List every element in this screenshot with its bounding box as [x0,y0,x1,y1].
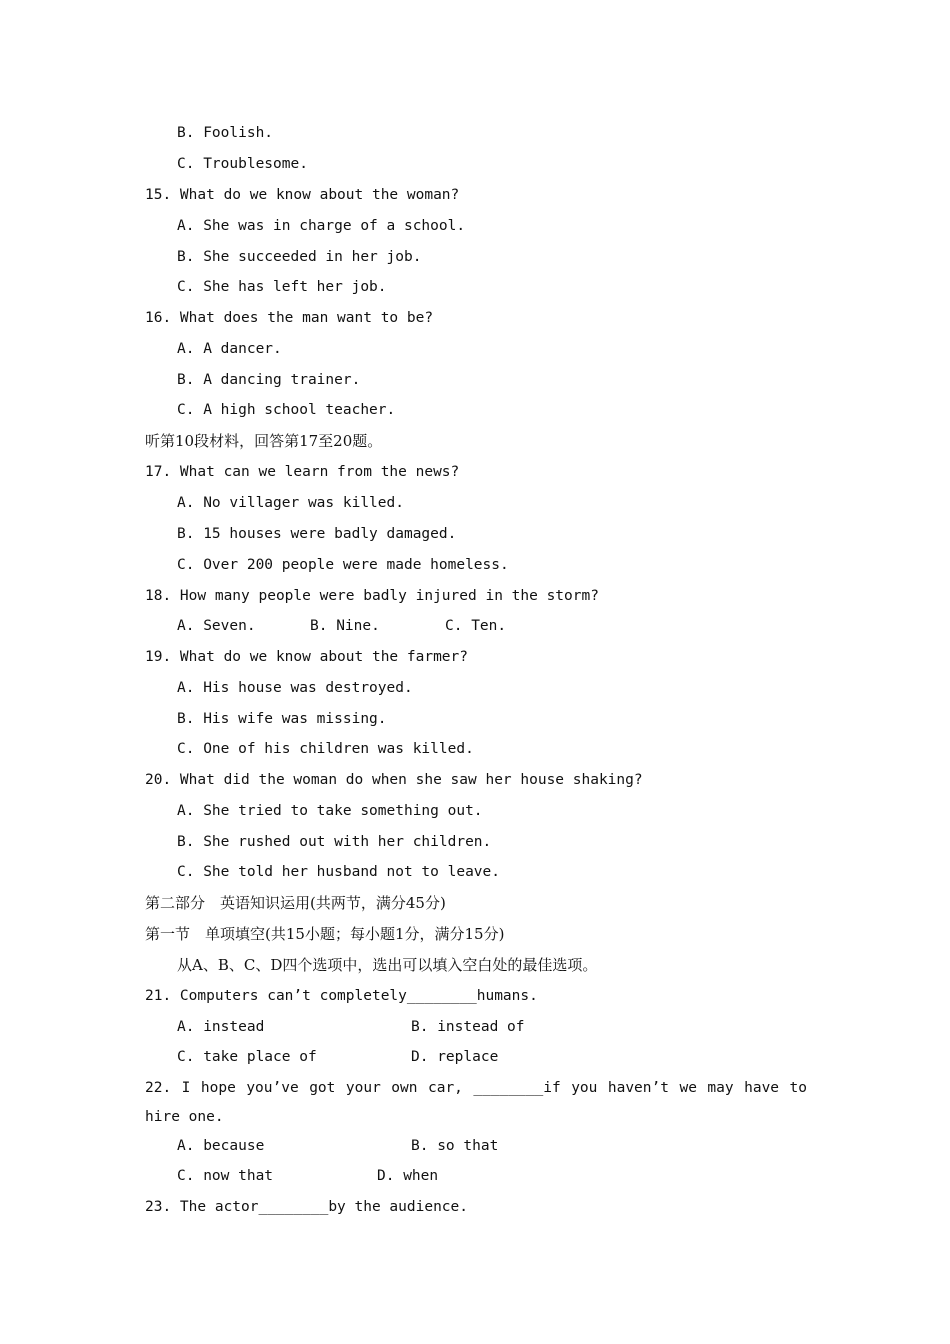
q21-option-d: D. replace [411,1049,499,1065]
question-18: 18. How many people were badly injured in the storm? [145,588,599,604]
q16-option-b: B. A dancing trainer. [177,372,361,388]
q14-option-c: C. Troublesome. [177,156,308,172]
q15-option-b: B. She succeeded in her job. [177,249,422,265]
section-one-instruction: 从A、B、C、D四个选项中，选出可以填入空白处的最佳选项。 [177,956,598,974]
question-22-continued: hire one. [145,1109,224,1125]
q18-option-b: B. Nine. [310,618,380,634]
q19-option-b: B. His wife was missing. [177,711,387,727]
q21-option-c: C. take place of [177,1049,317,1065]
q19-option-c: C. One of his children was killed. [177,741,474,757]
question-21: 21. Computers can’t completely________humans. [145,988,538,1004]
q14-option-b: B. Foolish. [177,125,274,141]
q20-option-c: C. She told her husband not to leave. [177,864,501,880]
question-22: 22. I hope you’ve got your own car, ________if you haven’t we may have to [145,1080,807,1096]
q16-option-c: C. A high school teacher. [177,402,396,418]
question-15: 15. What do we know about the woman? [145,187,460,203]
section-instruction-10: 听第10段材料，回答第17至20题。 [145,432,383,450]
q21-option-a: A. instead [177,1019,265,1035]
q22-option-c: C. now that [177,1168,274,1184]
q18-option-a: A. Seven. [177,618,256,634]
q18-option-c: C. Ten. [445,618,507,634]
q17-option-c: C. Over 200 people were made homeless. [177,557,509,573]
q16-option-a: A. A dancer. [177,341,282,357]
q19-option-a: A. His house was destroyed. [177,680,413,696]
q22-option-a: A. because [177,1138,265,1154]
q20-option-b: B. She rushed out with her children. [177,834,492,850]
question-20: 20. What did the woman do when she saw her house shaking? [145,772,643,788]
q22-option-d: D. when [377,1168,439,1184]
part-two-heading: 第二部分 英语知识运用(共两节，满分45分) [145,894,446,912]
section-one-heading: 第一节 单项填空(共15小题；每小题1分，满分15分) [145,925,505,943]
question-17: 17. What can we learn from the news? [145,464,460,480]
q15-option-a: A. She was in charge of a school. [177,218,466,234]
question-16: 16. What does the man want to be? [145,310,434,326]
q20-option-a: A. She tried to take something out. [177,803,483,819]
q17-option-a: A. No villager was killed. [177,495,404,511]
q21-option-b: B. instead of [411,1019,525,1035]
question-19: 19. What do we know about the farmer? [145,649,469,665]
q15-option-c: C. She has left her job. [177,279,387,295]
question-23: 23. The actor________by the audience. [145,1199,469,1215]
q17-option-b: B. 15 houses were badly damaged. [177,526,457,542]
q22-option-b: B. so that [411,1138,499,1154]
